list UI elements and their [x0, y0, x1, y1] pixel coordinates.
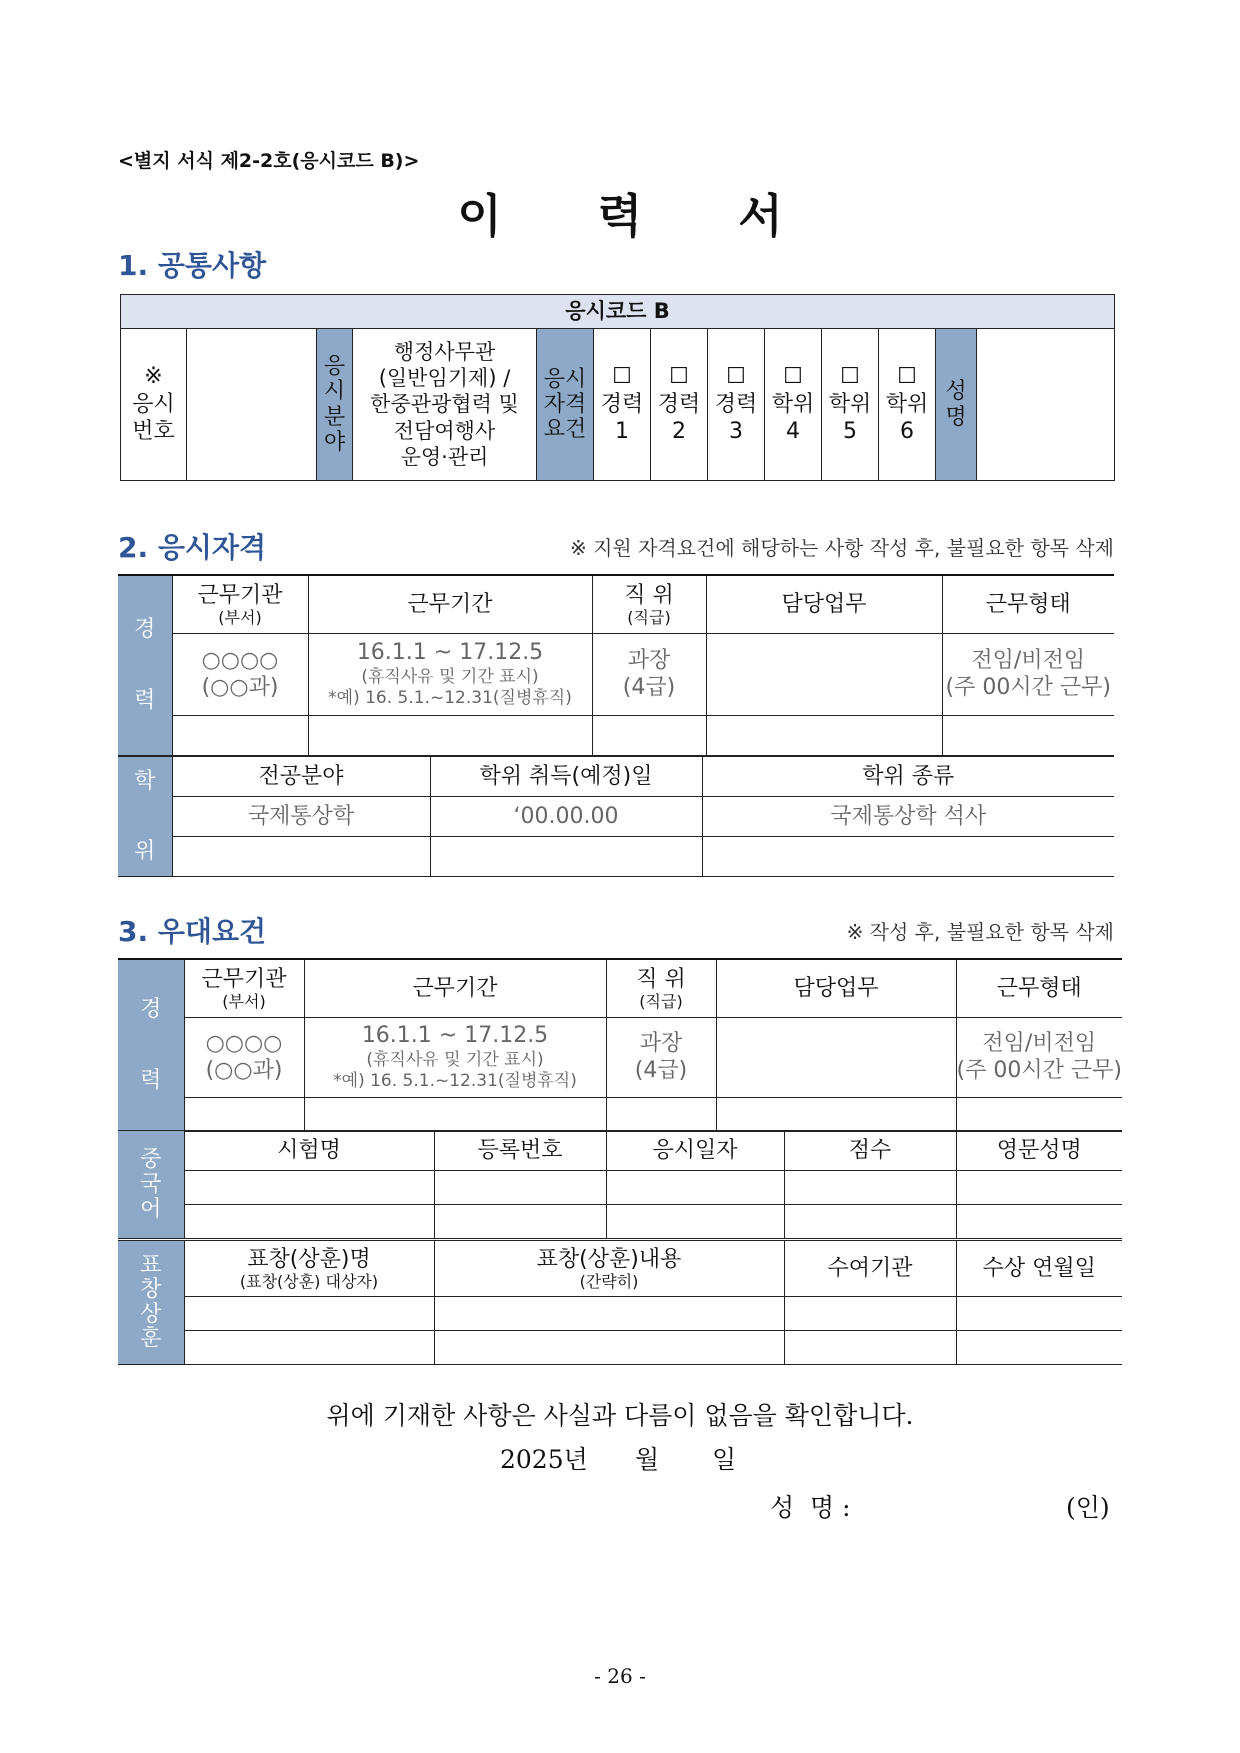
career-side-label: 경 력: [118, 575, 172, 755]
pref-career-position-input[interactable]: [606, 1097, 716, 1131]
chinese-exam-input[interactable]: [184, 1205, 434, 1239]
code-header: 응시코드 B: [121, 295, 1115, 329]
pref-career-position-header: [606, 959, 716, 1017]
qual-option-number: 5: [843, 419, 857, 445]
chinese-eng-name-input[interactable]: [956, 1205, 1122, 1239]
degree-kind-example: 국제통상학 석사: [702, 797, 1114, 837]
org-header: 근무기관: [197, 583, 283, 609]
degree-major-header: 전공분야: [172, 757, 430, 797]
applicant-no-input[interactable]: [187, 329, 317, 481]
period-example: *예) 16. 5.1.~12.31(질병휴직): [328, 687, 572, 708]
chinese-date-input[interactable]: [606, 1171, 784, 1205]
career-duty-input[interactable]: [706, 715, 942, 755]
career-type-input[interactable]: [942, 715, 1114, 755]
award-date-input[interactable]: [956, 1331, 1122, 1365]
degree-major-example: 국제통상학: [172, 797, 430, 837]
pref-career-org-header: [184, 959, 304, 1017]
pref-career-side-label: 경 력: [118, 959, 184, 1131]
date-day: 일: [712, 1445, 737, 1474]
degree-side-label: 학 위: [118, 757, 172, 877]
qual-option-number: 3: [729, 419, 743, 445]
qual-option-label: 학위: [771, 391, 815, 417]
position-header: 직 위: [636, 967, 686, 993]
section-3-note: ※ 작성 후, 불필요한 항목 삭제: [846, 920, 1114, 944]
common-table: [120, 294, 1115, 481]
qual-option-5[interactable]: [822, 329, 879, 481]
career-period-header: 근무기간: [308, 575, 592, 633]
career-type-example: 전임/비전임 (주 00시간 근무): [942, 633, 1114, 715]
field-label: 응 시 분 야: [317, 329, 353, 481]
pref-career-type-example: 전임/비전임 (주 00시간 근무): [956, 1017, 1122, 1097]
qual-option-label: 경력: [600, 391, 644, 417]
career-duty-header: 담당업무: [706, 575, 942, 633]
chinese-table: [118, 1130, 1122, 1239]
chinese-score-input[interactable]: [784, 1205, 956, 1239]
chinese-reg-input[interactable]: [434, 1205, 606, 1239]
field-value: 행정사무관 (일반임기제) / 한중관광협력 및 전담여행사 운영·관리: [353, 329, 537, 481]
award-content-input[interactable]: [434, 1297, 784, 1331]
org-header-sub: (부서): [218, 607, 262, 627]
checkbox-icon[interactable]: ☐: [612, 364, 632, 390]
chinese-date-header: 응시일자: [606, 1131, 784, 1171]
degree-kind-header: 학위 종류: [702, 757, 1114, 797]
pref-career-duty-header: 담당업무: [716, 959, 956, 1017]
form-label: <별지 서식 제2-2호(응시코드 B)>: [118, 150, 420, 172]
career-org-example: ○○○○ (○○과): [172, 633, 308, 715]
qual-option-4[interactable]: [765, 329, 822, 481]
award-side-label: 표 창 상 훈: [118, 1241, 184, 1365]
degree-date-input[interactable]: [430, 837, 702, 877]
degree-kind-input[interactable]: [702, 837, 1114, 877]
pref-career-org-example: ○○○○ (○○과): [184, 1017, 304, 1097]
career-position-input[interactable]: [592, 715, 706, 755]
pref-career-period-input[interactable]: [304, 1097, 606, 1131]
award-org-input[interactable]: [784, 1297, 956, 1331]
qual-option-number: 1: [615, 419, 629, 445]
award-name-title: 표창(상훈)명: [247, 1247, 371, 1273]
name-label: 성 명: [936, 329, 977, 481]
position-header-sub: (직급): [627, 607, 671, 627]
award-name-sub: (표창(상훈) 대상자): [239, 1271, 379, 1291]
chinese-reg-input[interactable]: [434, 1171, 606, 1205]
award-table: [118, 1240, 1122, 1365]
page-number: - 26 -: [594, 1664, 646, 1688]
career-duty-example[interactable]: [706, 633, 942, 715]
chinese-exam-header: 시험명: [184, 1131, 434, 1171]
note-mark: ※: [144, 364, 163, 390]
period-note: (휴직사유 및 기간 표시): [366, 1049, 544, 1070]
chinese-side-label: 중 국 어: [118, 1131, 184, 1239]
period-note: (휴직사유 및 기간 표시): [361, 666, 539, 687]
pref-career-period-example: [304, 1017, 606, 1097]
period-example: *예) 16. 5.1.~12.31(질병휴직): [333, 1070, 577, 1091]
award-date-header: 수상 연월일: [956, 1241, 1122, 1297]
career-period-example: [308, 633, 592, 715]
award-name-header: [184, 1241, 434, 1297]
career-type-header: 근무형태: [942, 575, 1114, 633]
seal-mark: (인): [1066, 1493, 1110, 1522]
degree-date-example: ‘00.00.00: [430, 797, 702, 837]
position-header-sub: (직급): [639, 991, 683, 1011]
checkbox-icon[interactable]: ☐: [669, 364, 689, 390]
award-name-input[interactable]: [184, 1297, 434, 1331]
qual-option-label: 학위: [828, 391, 872, 417]
award-content-input[interactable]: [434, 1331, 784, 1365]
chinese-score-header: 점수: [784, 1131, 956, 1171]
period-range: 16.1.1 ~ 17.12.5: [361, 1023, 549, 1048]
checkbox-icon[interactable]: ☐: [897, 364, 917, 390]
qual-option-label: 경력: [714, 391, 758, 417]
org-header: 근무기관: [201, 967, 287, 993]
confirmation-statement: 위에 기재한 사항은 사실과 다름이 없음을 확인합니다.: [326, 1401, 914, 1430]
chinese-score-input[interactable]: [784, 1171, 956, 1205]
applicant-no-label: [121, 329, 187, 481]
name-input[interactable]: [977, 329, 1115, 481]
qual-option-6[interactable]: [879, 329, 936, 481]
award-org-header: 수여기관: [784, 1241, 956, 1297]
pref-career-duty-input[interactable]: [716, 1097, 956, 1131]
date-month: 월: [635, 1445, 660, 1474]
checkbox-icon[interactable]: ☐: [783, 364, 803, 390]
award-org-input[interactable]: [784, 1331, 956, 1365]
section-2-note: ※ 지원 자격요건에 해당하는 사항 작성 후, 불필요한 항목 삭제: [569, 536, 1114, 560]
applicant-label-line-2: 번호: [132, 419, 175, 445]
career-position-example: 과장 (4급): [592, 633, 706, 715]
signature-name-label: 성 명 :: [770, 1493, 851, 1522]
preference-career-table: [118, 958, 1122, 1132]
qual-option-3[interactable]: [708, 329, 765, 481]
section-3-title: 3. 우대요건: [118, 915, 267, 948]
chinese-reg-header: 등록번호: [434, 1131, 606, 1171]
chinese-date-input[interactable]: [606, 1205, 784, 1239]
position-header: 직 위: [624, 583, 674, 609]
period-range: 16.1.1 ~ 17.12.5: [356, 640, 544, 665]
pref-career-period-header: 근무기간: [304, 959, 606, 1017]
chinese-eng-name-input[interactable]: [956, 1171, 1122, 1205]
section-2-title: 2. 응시자격: [118, 531, 267, 564]
pref-career-type-input[interactable]: [956, 1097, 1122, 1131]
document-title: 이 력 서: [457, 189, 823, 243]
pref-career-type-header: 근무형태: [956, 959, 1122, 1017]
org-header-sub: (부서): [222, 991, 266, 1011]
section-1-title: 1. 공통사항: [118, 249, 267, 282]
checkbox-icon[interactable]: ☐: [840, 364, 860, 390]
qual-option-1[interactable]: [594, 329, 651, 481]
pref-career-duty-example[interactable]: [716, 1017, 956, 1097]
award-content-sub: (간략히): [579, 1271, 639, 1291]
qual-option-number: 2: [672, 419, 686, 445]
qual-option-number: 4: [786, 419, 800, 445]
career-org-header: [172, 575, 308, 633]
qualification-label: 응시 자격 요건: [537, 329, 594, 481]
pref-career-org-input[interactable]: [184, 1097, 304, 1131]
career-period-input[interactable]: [308, 715, 592, 755]
award-name-input[interactable]: [184, 1331, 434, 1365]
checkbox-icon[interactable]: ☐: [726, 364, 746, 390]
award-content-header: [434, 1241, 784, 1297]
award-content-title: 표창(상훈)내용: [536, 1247, 682, 1273]
date-year: 2025년: [500, 1445, 588, 1474]
award-date-input[interactable]: [956, 1297, 1122, 1331]
chinese-exam-input[interactable]: [184, 1171, 434, 1205]
career-position-header: [592, 575, 706, 633]
pref-career-position-example: 과장 (4급): [606, 1017, 716, 1097]
degree-major-input[interactable]: [172, 837, 430, 877]
qualification-career-table: [118, 574, 1114, 756]
chinese-eng-name-header: 영문성명: [956, 1131, 1122, 1171]
career-org-input[interactable]: [172, 715, 308, 755]
degree-date-header: 학위 취득(예정)일: [430, 757, 702, 797]
qualification-degree-table: [118, 756, 1114, 877]
applicant-label-line-1: 응시: [132, 391, 175, 417]
qual-option-label: 학위: [885, 391, 929, 417]
qual-option-label: 경력: [657, 391, 701, 417]
qual-option-number: 6: [900, 419, 914, 445]
qual-option-2[interactable]: [651, 329, 708, 481]
